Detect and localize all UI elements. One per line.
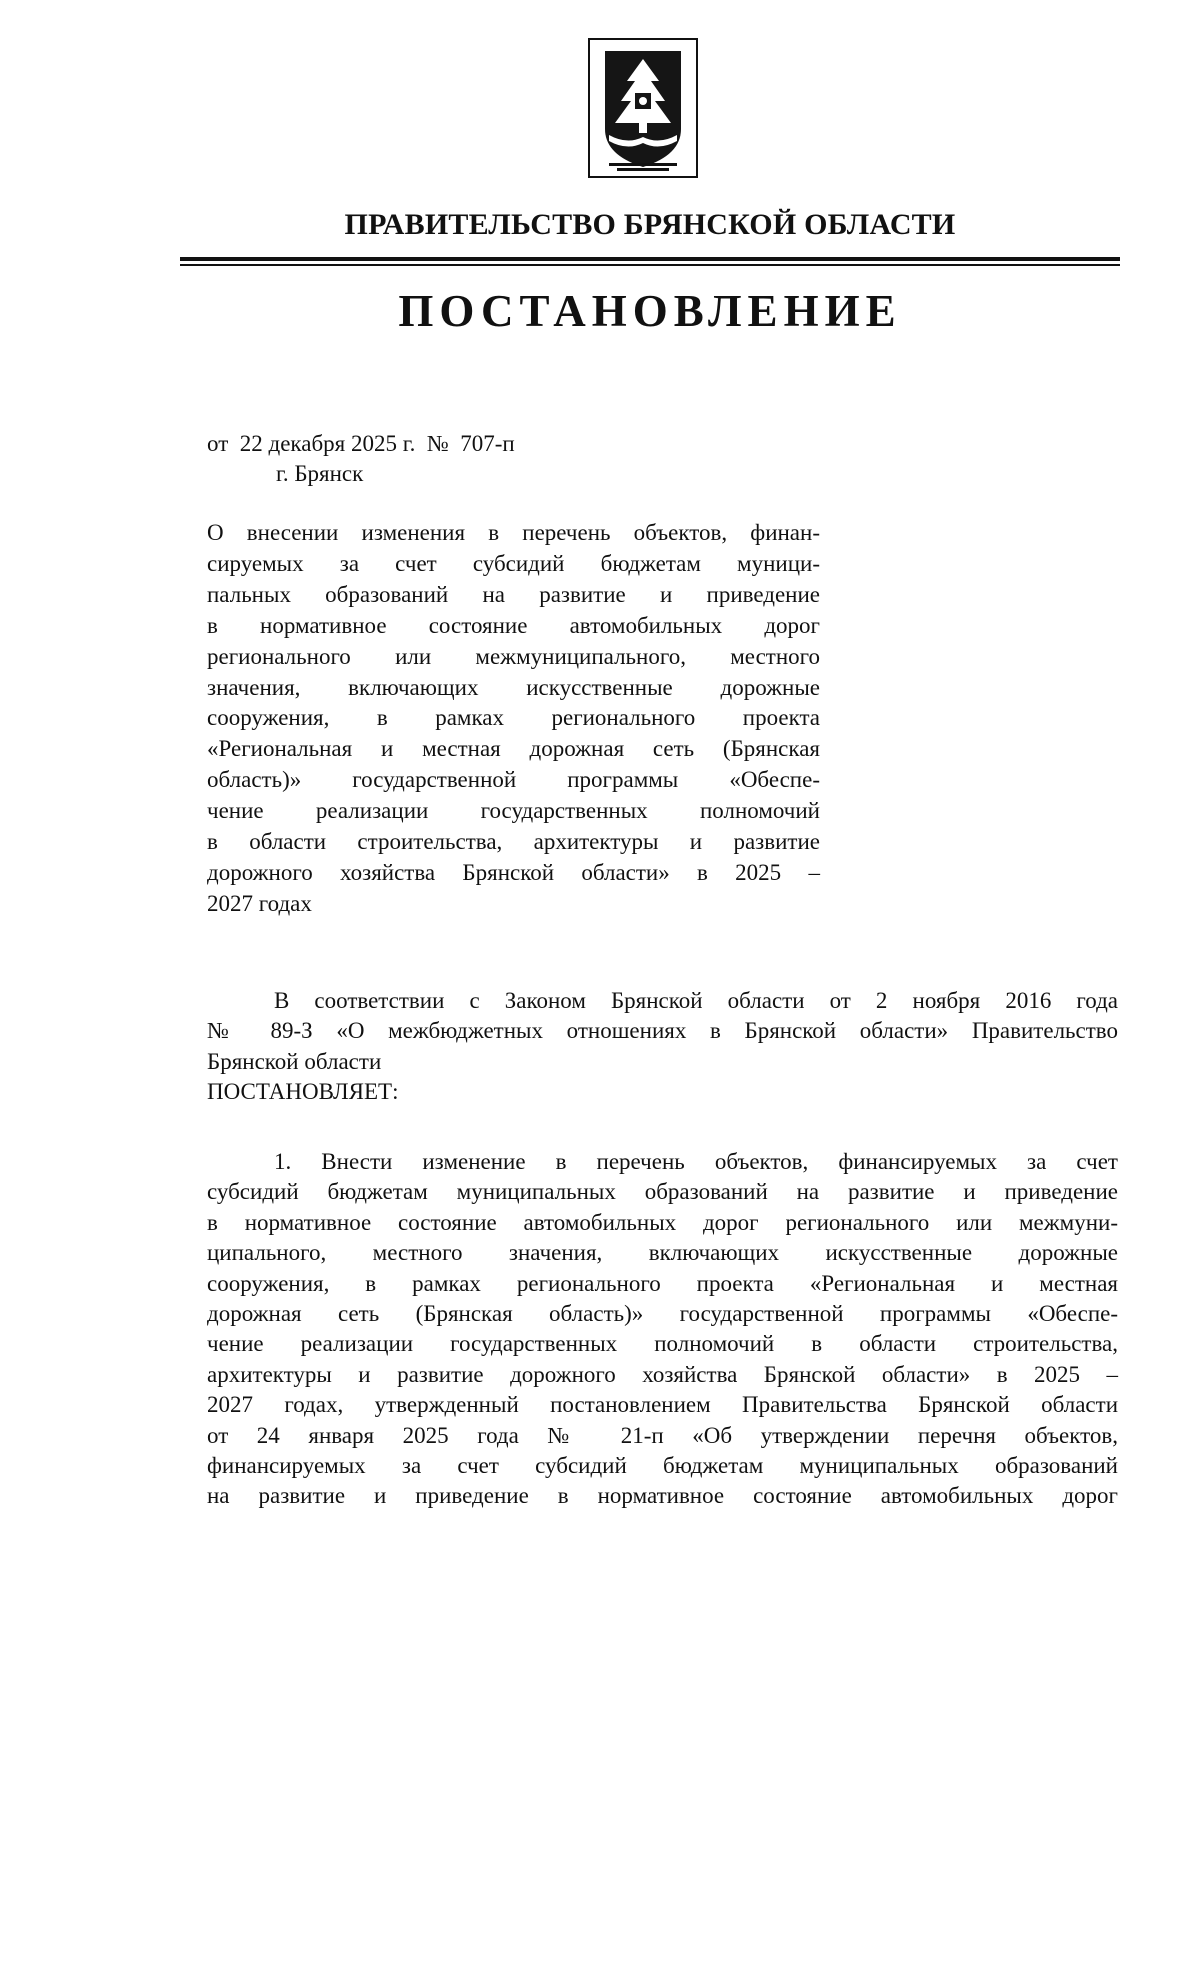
preamble-line: В соответствии с Законом Брянской области от 2 ноября 2016 года — [274, 988, 1118, 1013]
subject-line: область)» государственной программы «Обеспе- — [207, 767, 820, 793]
preamble-line: Брянской области — [207, 1048, 382, 1074]
subject-line: «Региональная и местная дорожная сеть (Брянская — [207, 736, 820, 762]
point-line: в нормативное состояние автомобильных дорог регионального или межмуни- — [207, 1209, 1118, 1235]
subject-line: 2027 годах — [207, 890, 312, 916]
point-line: 1. Внести изменение в перечень объектов, финансируемых за счет — [274, 1149, 1118, 1174]
city-line: г. Брянск — [276, 461, 364, 486]
subject-line: сооружения, в рамках регионального проекта — [207, 705, 820, 731]
point-line: ципального, местного значения, включающих искусственные дорожные — [207, 1240, 1118, 1266]
point-line: чение реализации государственных полномочий в области строительства, — [207, 1331, 1118, 1357]
point-line: архитектуры и развитие дорожного хозяйства Брянской области» в 2025 – — [207, 1361, 1118, 1387]
subject-line: регионального или межмуниципального, местного — [207, 643, 820, 669]
document-type-title: ПОСТАНОВЛЕНИЕ — [398, 286, 902, 336]
subject-line: в области строительства, архитектуры и развитие — [207, 829, 820, 855]
point-line: 2027 годах, утвержденный постановлением Правительства Брянской области — [207, 1392, 1118, 1418]
header-rule-thin — [180, 264, 1120, 266]
subject-line: О внесении изменения в перечень объектов, финан- — [207, 520, 820, 545]
point-1-paragraph — [207, 1147, 1118, 1512]
coat-of-arms-emblem — [587, 37, 699, 179]
point-line: сооружения, в рамках регионального проекта «Региональная и местная — [207, 1270, 1118, 1296]
point-line: от 24 января 2025 года № 21-п «Об утверждении перечня объектов, — [207, 1422, 1118, 1448]
preamble-paragraph — [207, 986, 1118, 1108]
bryansk-coat-of-arms-icon — [587, 37, 699, 179]
document-meta — [207, 429, 515, 489]
subject-line: в нормативное состояние автомобильных дорог — [207, 612, 820, 638]
decree-word: ПОСТАНОВЛЯЕТ: — [207, 1079, 399, 1105]
date-number-line: от 22 декабря 2025 г. № 707-п — [207, 431, 515, 456]
preamble-line: № 89-З «О межбюджетных отношениях в Брянской области» Правительство — [207, 1018, 1118, 1044]
point-line: субсидий бюджетам муниципальных образований на развитие и приведение — [207, 1179, 1118, 1205]
subject-block — [207, 518, 820, 920]
point-line: финансируемых за счет субсидий бюджетам муниципальных образований — [207, 1453, 1118, 1479]
point-line: на развитие и приведение в нормативное состояние автомобильных дорог — [207, 1483, 1118, 1509]
subject-line: значения, включающих искусственные дорожные — [207, 674, 820, 700]
government-name: ПРАВИТЕЛЬСТВО БРЯНСКОЙ ОБЛАСТИ — [344, 208, 956, 241]
subject-line: сируемых за счет субсидий бюджетам муници- — [207, 550, 820, 576]
header-rule-thick — [180, 257, 1120, 261]
point-line: дорожная сеть (Брянская область)» государственной программы «Обеспе- — [207, 1301, 1118, 1327]
subject-line: дорожного хозяйства Брянской области» в 2025 – — [207, 859, 820, 885]
subject-line: пальных образований на развитие и приведение — [207, 581, 820, 607]
subject-line: чение реализации государственных полномочий — [207, 798, 820, 824]
